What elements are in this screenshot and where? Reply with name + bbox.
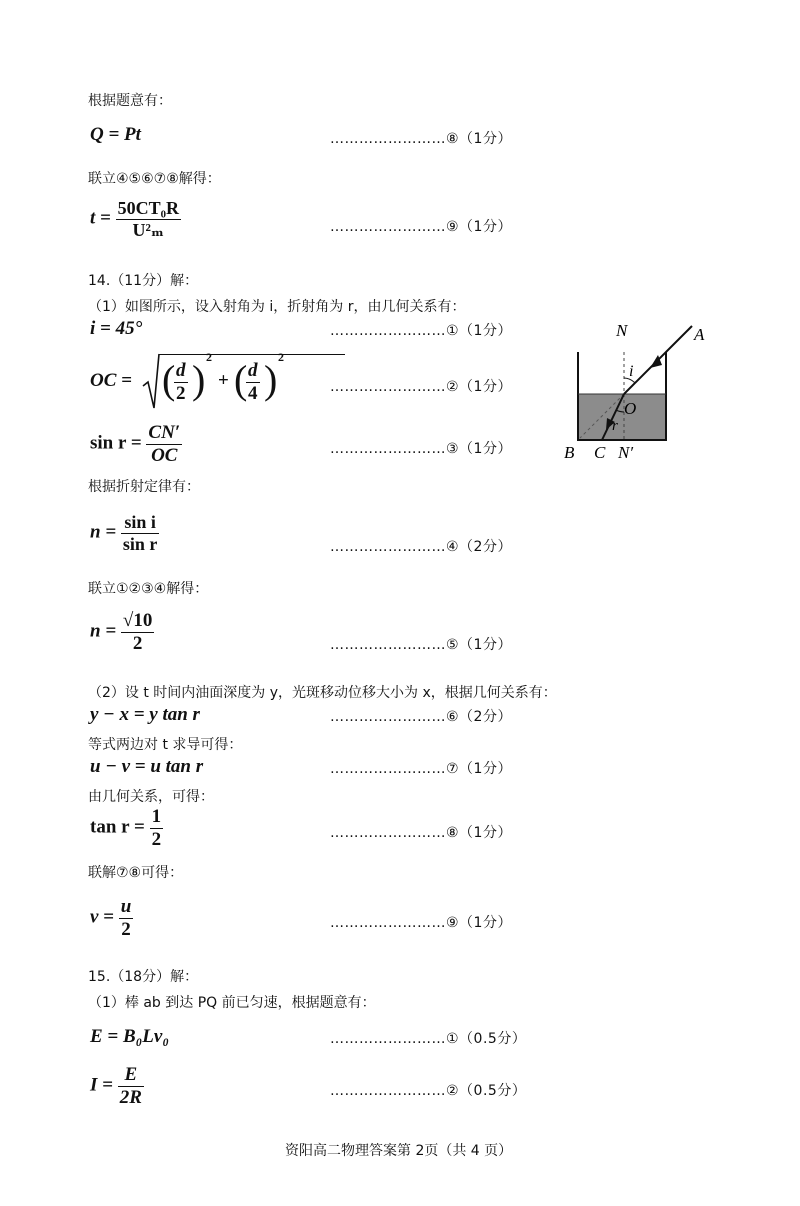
fraction	[119, 896, 134, 941]
equation-lhs: n =	[90, 620, 117, 642]
equation-sin-r	[90, 422, 182, 467]
text-line: （2）设 t 时间内油面深度为 y，光斑移动位移大小为 x，根据几何关系有：	[88, 685, 557, 701]
question-14-header: 14.（11分）解：	[88, 273, 199, 289]
equation-u-v: u − v = u tan r	[90, 756, 204, 777]
text-line: 联立①②③④解得：	[88, 581, 209, 597]
score-mark: ……………………⑤（1分）	[330, 637, 512, 653]
label-N: N	[616, 321, 628, 340]
sqrt-bar	[159, 354, 345, 355]
denominator: 4	[248, 382, 258, 404]
equation-lhs: I =	[90, 1074, 113, 1096]
plus-sign: +	[218, 370, 229, 391]
equation-tan-r	[90, 806, 163, 851]
numerator: d	[176, 360, 186, 381]
score-mark: ……………………⑨（1分）	[330, 915, 512, 931]
fraction	[118, 1064, 144, 1109]
score-mark: ……………………⑨（1分）	[330, 219, 512, 235]
denominator: 2	[132, 632, 143, 654]
numerator: u	[120, 896, 132, 917]
equation-lhs: OC =	[90, 370, 132, 391]
label-A: A	[694, 325, 705, 344]
equation-lhs: t =	[90, 207, 111, 229]
denominator: 2	[176, 382, 186, 404]
equation-y-x: y − x = y tan r	[90, 704, 200, 725]
denominator: 2	[121, 918, 131, 940]
superscript: 2	[206, 350, 212, 364]
text-line: 等式两边对 t 求导可得：	[88, 737, 243, 753]
numerator: d	[248, 360, 258, 381]
sqrt-sign	[142, 352, 160, 412]
denominator: 2R	[119, 1086, 142, 1108]
denominator: U²ₘ	[132, 219, 165, 240]
equation-E: E = B₀Lv₀	[90, 1026, 169, 1047]
denominator: 2	[151, 828, 162, 850]
equation-q: Q = Pt	[90, 124, 141, 145]
numerator: sin i	[121, 512, 160, 534]
text-line: 根据题意有：	[88, 93, 172, 109]
fraction	[146, 422, 182, 467]
numerator: CN′	[148, 422, 181, 443]
label-N-prime: N′	[618, 443, 634, 462]
score-mark: ……………………③（1分）	[330, 441, 512, 457]
score-mark: ……………………②（1分）	[330, 379, 512, 395]
paren-left: (	[234, 357, 248, 402]
label-B: B	[564, 443, 575, 462]
score-mark: ……………………①（1分）	[330, 323, 512, 339]
text-line: 联立④⑤⑥⑦⑧解得：	[88, 171, 221, 187]
score-mark: ……………………⑧（1分）	[330, 825, 512, 841]
equation-t	[90, 198, 181, 240]
score-mark: ……………………⑦（1分）	[330, 761, 512, 777]
fraction	[246, 360, 260, 405]
text-line: 根据折射定律有：	[88, 479, 200, 495]
score-mark: ……………………④（2分）	[330, 539, 512, 555]
text-line: 联解⑦⑧可得：	[88, 865, 184, 881]
equation-I	[90, 1064, 144, 1109]
oil-layer	[579, 394, 665, 439]
paren-left: (	[162, 357, 176, 402]
numerator: 50CT₀R	[117, 198, 180, 218]
superscript: 2	[278, 350, 284, 364]
fraction	[150, 806, 164, 851]
fraction	[121, 610, 154, 655]
equation-lhs: n =	[90, 521, 117, 543]
label-C: C	[594, 443, 606, 462]
equation-lhs: tan r =	[90, 816, 145, 838]
page-footer: 资阳高二物理答案第 2页（共 4 页）	[285, 1143, 513, 1159]
fraction	[121, 512, 160, 554]
score-mark: ……………………①（0.5分）	[330, 1031, 527, 1047]
label-r: r	[612, 418, 618, 434]
denominator: OC	[151, 444, 178, 466]
numerator: 1	[151, 806, 162, 827]
equation-lhs: sin r =	[90, 432, 142, 454]
text-line: （1）如图所示，设入射角为 i，折射角为 r，由几何关系有：	[88, 299, 466, 315]
equation-n-result	[90, 610, 154, 655]
equation-n	[90, 512, 159, 554]
equation-i: i = 45°	[90, 318, 143, 339]
refraction-diagram	[550, 312, 720, 472]
denominator: sin r	[122, 533, 158, 554]
label-i: i	[629, 363, 634, 380]
numerator: E	[118, 1064, 144, 1087]
equation-v	[90, 896, 133, 941]
text-line: 由几何关系，可得：	[88, 789, 214, 805]
question-15-header: 15.（18分）解：	[88, 969, 199, 985]
fraction	[174, 360, 188, 405]
numerator: √10	[122, 610, 153, 631]
fraction	[116, 198, 181, 240]
paren-right: )	[192, 357, 206, 402]
label-O: O	[624, 399, 637, 418]
score-mark: ……………………⑥（2分）	[330, 709, 512, 725]
paren-right: )	[264, 357, 278, 402]
score-mark: ……………………⑧（1分）	[330, 131, 512, 147]
score-mark: ……………………②（0.5分）	[330, 1083, 527, 1099]
text-line: （1）棒 ab 到达 PQ 前已匀速，根据题意有：	[88, 995, 376, 1011]
equation-lhs: v =	[90, 906, 115, 928]
